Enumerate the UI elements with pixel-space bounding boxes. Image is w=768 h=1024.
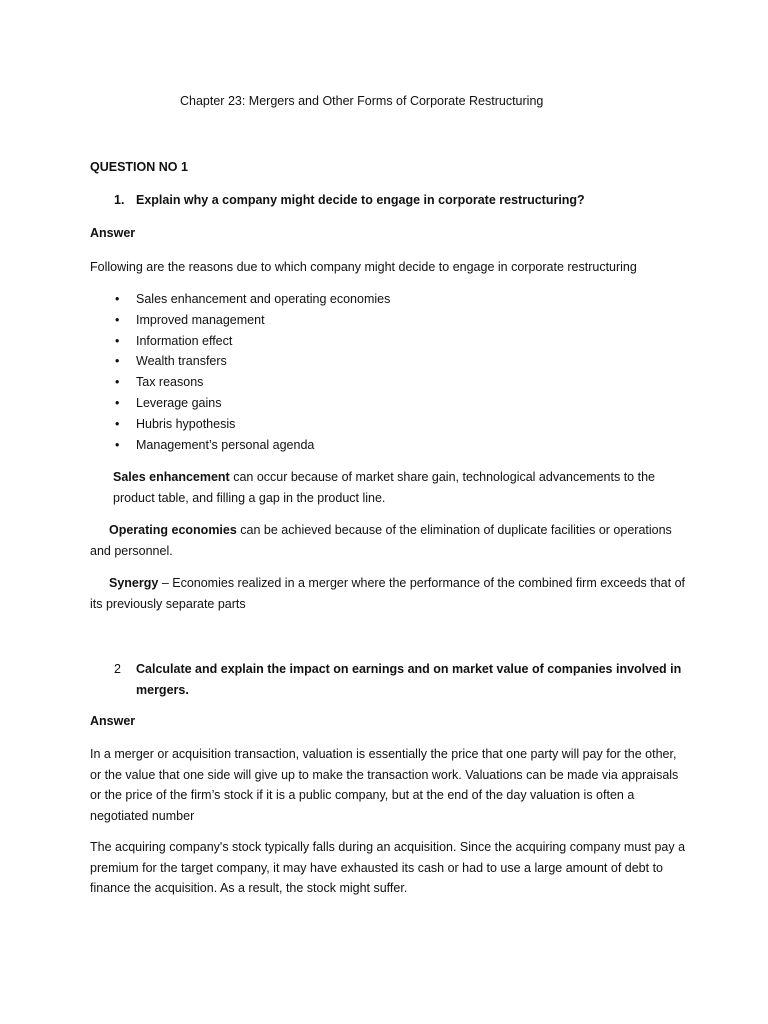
bullet-icon: • (115, 312, 120, 327)
list-item-text: Leverage gains (136, 395, 222, 410)
synergy-term: Synergy (109, 576, 159, 590)
bullet-icon: • (115, 416, 120, 431)
question-2-text: Calculate and explain the impact on earnings and on market value of companies involved in mergers. (136, 662, 682, 697)
operating-economies-paragraph (90, 520, 690, 561)
page-title: Chapter 23: Mergers and Other Forms of Corporate Restructuring (180, 94, 544, 108)
sales-enhancement-text: can occur because of market share gain, technological advancements to the product table, and filling a gap in the product line. (113, 470, 655, 505)
list-item (110, 310, 390, 331)
sales-enhancement-paragraph (113, 467, 673, 508)
list-item (110, 372, 390, 393)
answer-2-label: Answer (90, 714, 136, 728)
question-1-text: Explain why a company might decide to engage in corporate restructuring? (136, 193, 585, 207)
bullet-icon: • (115, 292, 120, 306)
bullet-icon: • (115, 395, 120, 410)
answer-2-paragraph-1: In a merger or acquisition transaction, valuation is essentially the price that one party will pay for the other, or the value that one side will give up to make the transaction work. Valuations can be made via appraisals or the price of the firm’s stock if it is a public company, but at the end of the day valuation is often a negotiated number (90, 747, 679, 823)
reasons-list (110, 289, 390, 455)
bullet-icon: • (115, 354, 120, 369)
bullet-icon: • (115, 437, 120, 452)
answer-2-paragraph-2: The acquiring company's stock typically falls during an acquisition. Since the acquiring company must pay a premium for the target company, it may have exhausted its cash or had to use a large amount of debt to finance the acquisition. As a result, the stock might suffer. (90, 840, 686, 895)
list-item-text: Hubris hypothesis (136, 416, 236, 431)
question-heading: QUESTION NO 1 (90, 160, 188, 174)
list-item (110, 435, 390, 456)
list-item-text: Management’s personal agenda (136, 437, 315, 452)
sales-enhancement-term: Sales enhancement (113, 470, 230, 484)
question-2-number: 2 (114, 662, 121, 676)
list-item (110, 351, 390, 372)
operating-economies-term: Operating economies (109, 523, 237, 537)
bullet-icon: • (115, 333, 120, 348)
list-item-text: Wealth transfers (136, 354, 227, 369)
list-item-text: Tax reasons (136, 375, 204, 390)
list-item-text: Improved management (136, 312, 265, 327)
list-item-text: Information effect (136, 333, 233, 348)
list-item (110, 289, 390, 310)
operating-economies-text: can be achieved because of the elimination of duplicate facilities or operations and personnel. (90, 523, 672, 558)
synergy-paragraph (90, 573, 690, 614)
list-item (110, 414, 390, 435)
question-1-number: 1. (114, 193, 125, 207)
answer-1-label: Answer (90, 226, 136, 240)
answer-1-intro: Following are the reasons due to which company might decide to engage in corporate restructuring (90, 260, 637, 274)
bullet-icon: • (115, 375, 120, 390)
list-item (110, 393, 390, 414)
list-item-text: Sales enhancement and operating economies (136, 292, 391, 306)
synergy-text: – Economies realized in a merger where the performance of the combined firm exceeds that of its previously separate parts (90, 576, 685, 611)
list-item (110, 331, 390, 352)
